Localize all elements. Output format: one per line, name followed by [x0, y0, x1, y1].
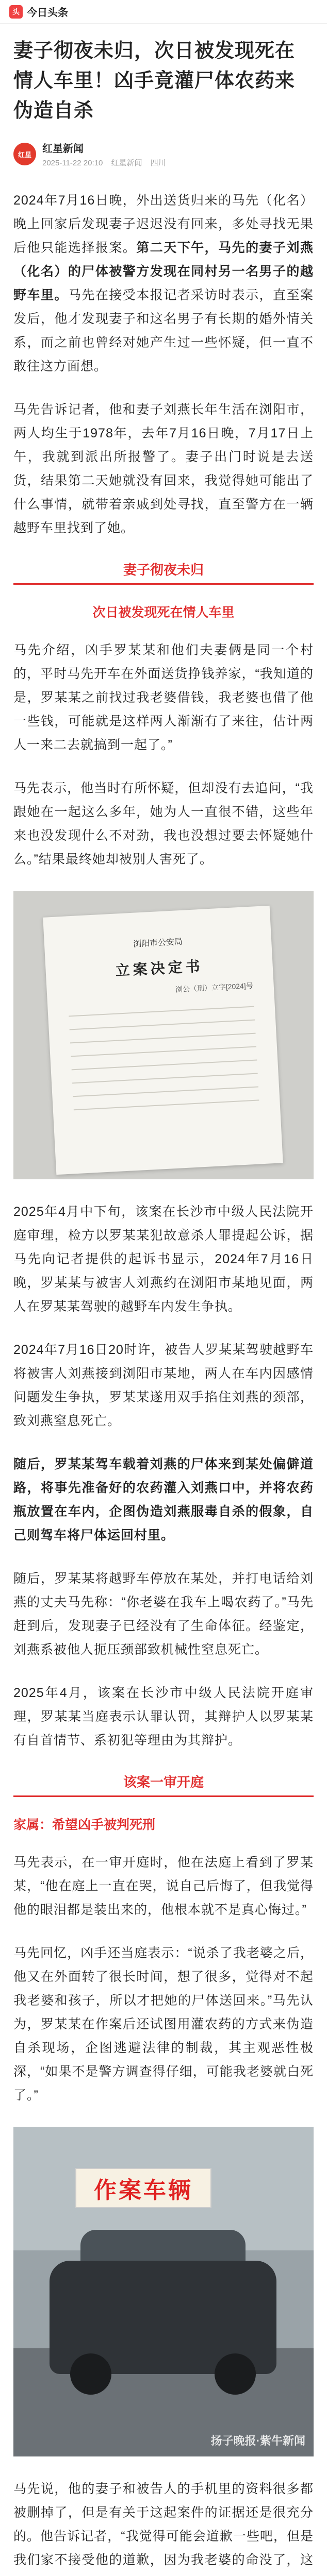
- article: [0, 24, 327, 2576]
- document-paper: [43, 906, 283, 1175]
- section-heading-1: 妻子彻夜未归: [13, 560, 314, 585]
- document-number: 浏公（刑）立字[2024]号: [175, 981, 254, 994]
- top-bar: [0, 0, 327, 24]
- paragraph-4: 马先表示，他当时有所怀疑，但却没有去追问，“我跟她在一起这么多年，她为人一直很不错，这些年来也没发现什么不对劲，我也没想过要去怀疑她什么。”结果最终她却被别人害死了。: [13, 781, 314, 867]
- car-wheel-right: [215, 2353, 256, 2395]
- section-subheading-1: 次日被发现死在情人车里: [92, 605, 235, 620]
- paragraph-7: 随后，罗某某驾车载着刘燕的尸体来到某处偏僻道路，将事先准备好的农药灌入刘燕口中，并将农药瓶放置在车内，企图伪造刘燕服毒自杀的假象，自己则驾车将尸体运回村里。: [13, 1457, 314, 1543]
- paragraph-3: 马先介绍，凶手罗某某和他们夫妻俩是同一个村的，平时马先开车在外面送货挣钱养家，“我知道的是，罗某某之前找过我老婆借钱，我老婆也借了他一些钱，可能就是这样两人渐渐有了来往，估计两人一来二去就搞到一起了。”: [13, 643, 314, 752]
- section-divider: [13, 583, 314, 585]
- avatar[interactable]: 红星: [13, 143, 36, 165]
- car-banner: 作案车辆: [75, 2168, 211, 2208]
- paragraph-1-bold: 第二天下午，马先的妻子刘燕（化名）的尸体被警方发现在同村另一名男子的越野车里。: [13, 241, 314, 302]
- paragraph-10: 马先表示，在一审开庭时，他在法庭上看到了罗某某，“他在庭上一直在哭，说自己后悔了，但我觉得他的眼泪都是装出来的，他根本就不是真心悔过。”: [13, 1855, 314, 1917]
- crime-vehicle-photo[interactable]: [13, 2127, 314, 2456]
- case-document-photo[interactable]: [13, 891, 314, 1179]
- publish-time: 2025-11-22 20:10: [42, 159, 103, 167]
- section-heading-2: 该案一审开庭: [13, 1772, 314, 1797]
- article-title: 妻子彻夜未归，次日被发现死在情人车里！凶手竟灌尸体农药来伪造自杀: [13, 40, 296, 122]
- paragraph-5: 2025年4月中下旬，该案在长沙市中级人民法院开庭审理，检方以罗某某犯故意杀人罪提起公诉，据马先向记者提供的起诉书显示，2024年7月16日晚，罗某某与被害人刘燕约在浏阳市某地见面，两人在罗某某驾驶的越野车内发生争执。: [13, 1205, 314, 1314]
- author-row: [13, 140, 314, 168]
- section-subheading-2: 家属：希望凶手被判死刑: [13, 1818, 156, 1832]
- author-info: [42, 140, 172, 168]
- paragraph-11: 马先回忆，凶手还当庭表示：“说杀了我老婆之后，他又在外面转了很长时间，想了很多，觉得对不起我老婆和孩子，所以才把她的尸体送回来。”马先认为，罗某某在作案后还试图用灌农药的方式来伪造自杀现场，企图逃避法律的制裁，其主观恶性极深，“如果不是警方调查得仔细，可能我老婆就白死了。”: [13, 1946, 314, 2103]
- document-org: 浏阳市公安局: [133, 937, 183, 949]
- author-name[interactable]: 红星新闻: [42, 143, 84, 155]
- verified-label: 红星新闻: [111, 159, 142, 167]
- toutiao-logo-icon[interactable]: 头: [9, 5, 23, 19]
- author-meta: [42, 157, 172, 168]
- paragraph-6: 2024年7月16日20时许，被告人罗某某驾驶越野车将被害人刘燕接到浏阳市某地，两人在车内因感情问题发生争执，罗某某遂用双手掐住刘燕的颈部，致刘燕窒息死亡。: [13, 1343, 314, 1428]
- app-name[interactable]: 今日头条: [27, 7, 68, 19]
- photo-watermark: 扬子晚报·紫牛新闻: [210, 2434, 305, 2447]
- location-label: 四川: [150, 159, 166, 167]
- paragraph-2: 马先告诉记者，他和妻子刘燕长年生活在浏阳市，两人均生于1978年，去年7月16日晚，7月17日上午，我就到派出所报警了。妻子出门时说是去送货，结果第二天她就没有回来，我觉得她可能出了什么事情，就带着亲戚到处寻找，直至警方在一辆越野车里找到了她。: [13, 402, 314, 535]
- paragraph-12: 马先说，他的妻子和被告人的手机里的资料很多都被删掉了，但是有关于这起案件的证据还是很充分的。他告诉记者，“我觉得可能会道歉一些吧，但是我们家不接受他的道歉，因为我老婆的命没了，这: [13, 2482, 314, 2567]
- section-divider-2: [13, 1795, 314, 1797]
- paragraph-8: 随后，罗某某将越野车停放在某处，并打电话给刘燕的丈夫马先称：“你老婆在我车上喝农药了。”马先赶到后，发现妻子已经没有了生命体征。经鉴定，刘燕系被他人扼压颈部致机械性窒息死亡。: [13, 1571, 314, 1657]
- car-wheel-left: [70, 2353, 111, 2395]
- document-text-lines: [69, 1006, 259, 1111]
- paragraph-9: 2025年4月，该案在长沙市中级人民法院开庭审理，罗某某当庭表示认罪认罚，其辩护人以罗某某有自首情节、系初犯等理由为其辩护。: [13, 1686, 314, 1748]
- document-heading: 立案决定书: [115, 958, 204, 979]
- paragraph-1: 2024年7月16日晚，外出送货归来的马先（化名）晚上回家后发现妻子迟迟没有回来，多处寻找无果后他只能选择报案。第二天下午，马先的妻子刘燕（化名）的尸体被警方发现在同村另一名男子的越野车里。马先在接受本报记者采访时表示，直至案发后，他才发现妻子和这名男子有长期的婚外情关系，而之前也曾经对她产生过一些怀疑，但一直不敢往这方面想。: [13, 193, 314, 374]
